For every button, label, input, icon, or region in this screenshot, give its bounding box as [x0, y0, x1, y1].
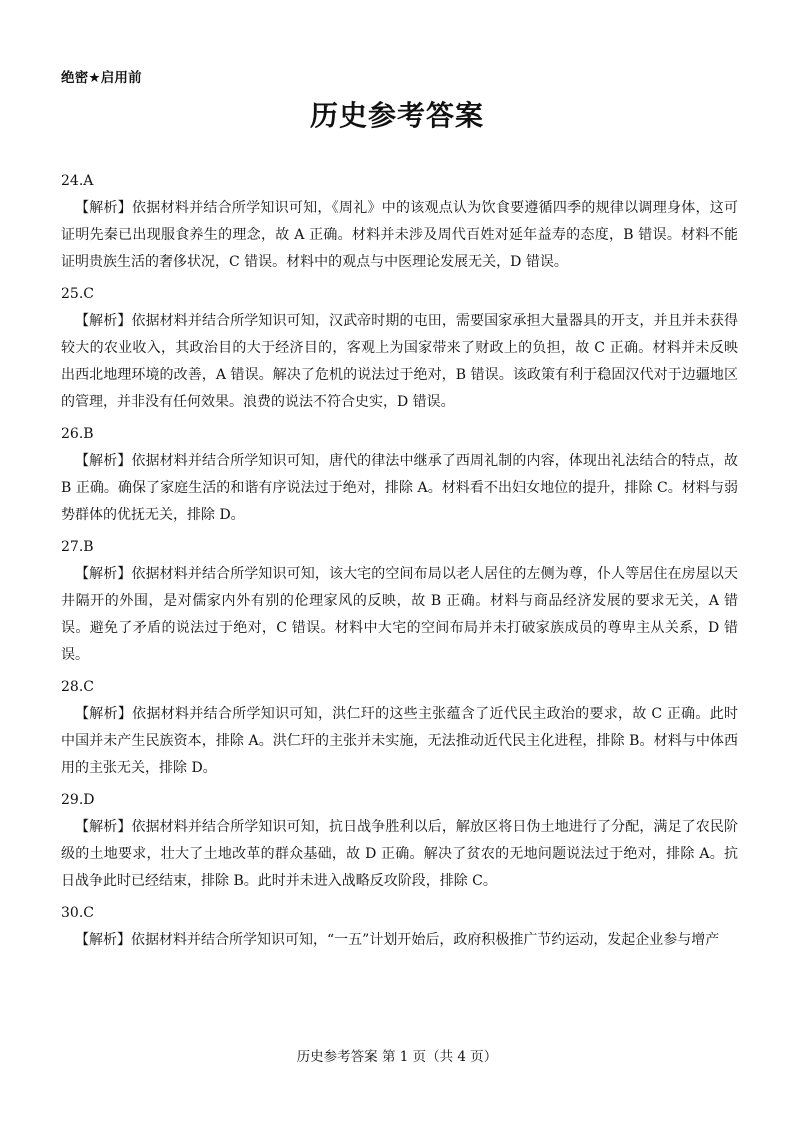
analysis-label: 【解析】: [75, 453, 132, 469]
answer-item-28: [61, 676, 738, 782]
analysis-text: 依据材料并结合所学知识可知，唐代的律法中继承了西周礼制的内容，体现出礼法结合的特点，故 B 正确。确保了家庭生活的和谐有序说法过于绝对，排除 A。材料看不出妇女地位的提升，排除 C。材料与弱势群体的优抚无关，排除 D。: [61, 453, 739, 523]
analysis-label: 【解析】: [75, 932, 131, 948]
answer-item-24: [61, 170, 738, 276]
analysis-text: 依据材料并结合所学知识可知，“一五”计划开始后，政府积极推广节约运动，发起企业参与增产: [131, 932, 720, 948]
answer-analysis: [61, 561, 738, 669]
analysis-text: 依据材料并结合所学知识可知，《周礼》中的该观点认为饮食要遵循四季的规律以调理身体，这可证明先秦已出现服食养生的理念，故 A 正确。材料并未涉及周代百姓对延年益寿的态度，B 错误。材料不能证明贵族生活的奢侈状况，C 错误。材料中的观点与中医理论发展无关，D 错误。: [61, 200, 739, 270]
answer-analysis: [61, 701, 738, 782]
analysis-label: 【解析】: [75, 566, 132, 582]
answer-analysis: [61, 814, 738, 895]
answer-number: 27.B: [61, 539, 94, 555]
answer-number: 28.C: [61, 679, 94, 695]
answer-item-27: [61, 536, 738, 669]
answer-item-30: [61, 902, 738, 954]
analysis-text: 依据材料并结合所学知识可知，汉武帝时期的屯田，需要国家承担大量器具的开支，并且并未获得较大的农业收入，其政治目的大于经济目的，客观上为国家带来了财政上的负担，故 C 正确。材料并未反映出西北地理环境的改善，A 错误。解决了危机的说法过于绝对，B 错误。该政策有利于稳固汉代对于边疆地区的管理，并非没有任何效果。浪费的说法不符合史实，D 错误。: [61, 313, 739, 410]
answer-number: 25.C: [61, 286, 94, 302]
answer-analysis: [61, 308, 738, 416]
analysis-text: 依据材料并结合所学知识可知，抗日战争胜利以后，解放区将日伪土地进行了分配，满足了农民阶级的土地要求，壮大了土地改革的群众基础，故 D 正确。解决了贫农的无地问题说法过于绝对，排除 A。抗日战争此时已经结束，排除 B。此时并未进入战略反攻阶段，排除 C。: [61, 819, 739, 889]
analysis-label: 【解析】: [75, 200, 133, 216]
answer-item-29: [61, 789, 738, 895]
answer-number: 26.B: [61, 426, 94, 442]
answer-analysis: [61, 195, 738, 276]
page-title: 历史参考答案: [309, 99, 484, 132]
answer-number: 29.D: [61, 792, 95, 808]
analysis-label: 【解析】: [75, 819, 132, 835]
answer-item-25: [61, 283, 738, 416]
answer-analysis: [61, 448, 738, 529]
analysis-text: 依据材料并结合所学知识可知，该大宅的空间布局以老人居住的左侧为尊，仆人等居住在房屋以天井隔开的外围，是对儒家内外有别的伦理家风的反映，故 B 正确。材料与商品经济发展的要求无关，A 错误。避免了矛盾的说法过于绝对，C 错误。材料中大宅的空间布局并未打破家族成员的尊卑主从关系，D 错误。: [61, 566, 739, 663]
answer-item-26: [61, 423, 738, 529]
analysis-label: 【解析】: [75, 706, 133, 722]
answer-number: 24.A: [61, 173, 94, 189]
answer-list: [61, 170, 738, 961]
answer-number: 30.C: [61, 905, 94, 921]
confidential-mark: 绝密★启用前: [61, 70, 142, 86]
answer-analysis: [61, 927, 738, 954]
page-footer: 历史参考答案 第 1 页（共 4 页）: [296, 1049, 498, 1065]
analysis-label: 【解析】: [75, 313, 132, 329]
analysis-text: 依据材料并结合所学知识可知，洪仁玕的这些主张蕴含了近代民主政治的要求，故 C 正确。此时中国并未产生民族资本，排除 A。洪仁玕的主张并未实施，无法推动近代民主化进程，排除 B。材料与中体西用的主张无关，排除 D。: [61, 706, 738, 776]
